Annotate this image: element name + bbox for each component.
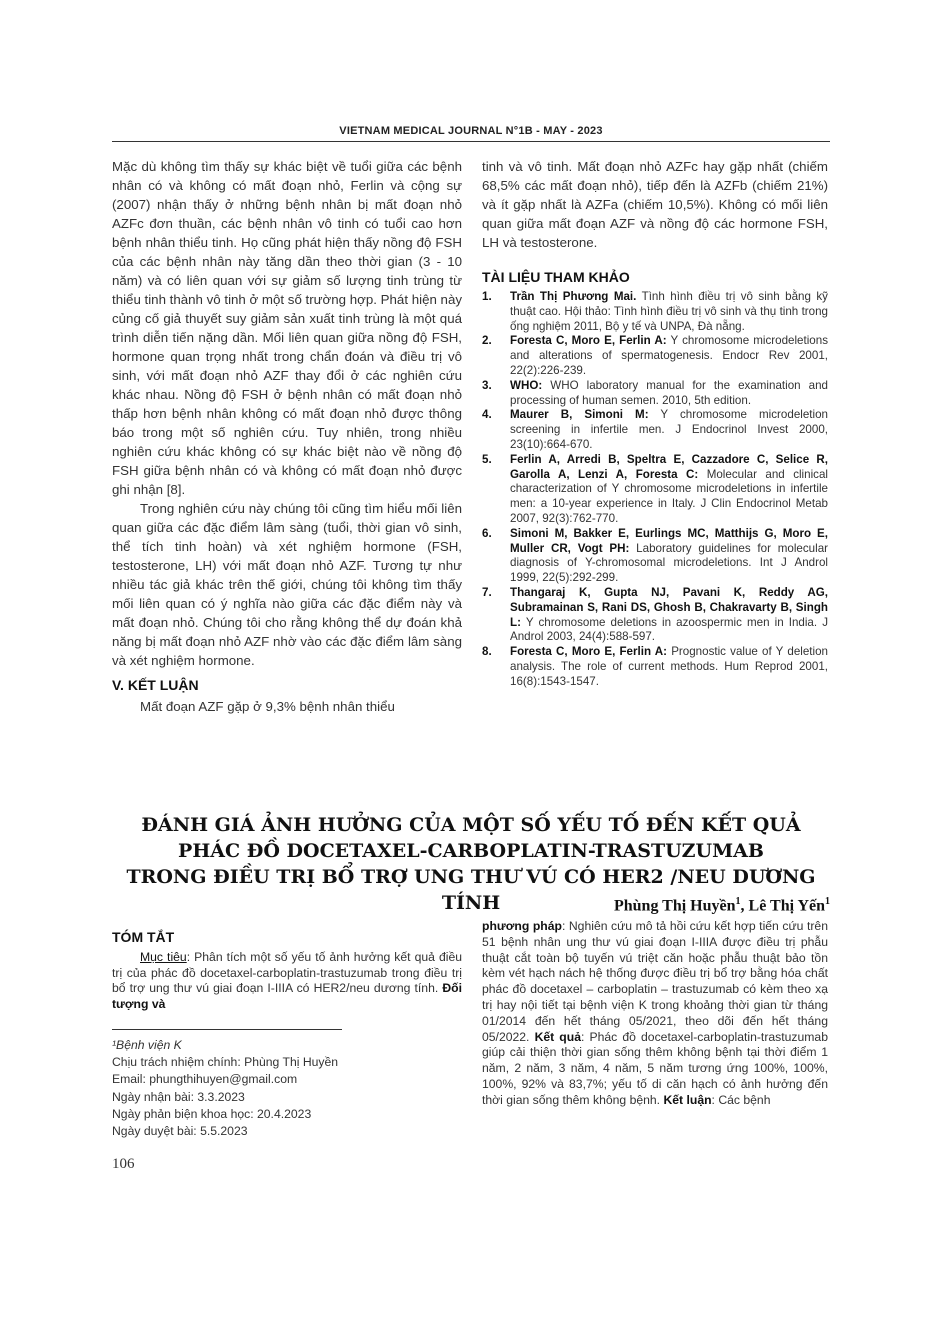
conclusion-label: Kết luận (663, 1092, 712, 1107)
article-title-line: ĐÁNH GIÁ ẢNH HƯỞNG CỦA MỘT SỐ YẾU TỐ ĐẾN KẾT QUẢ (141, 814, 801, 836)
abstract-left-column (112, 930, 462, 1013)
reference-item (482, 527, 828, 586)
reference-number: 6. (482, 526, 492, 540)
abstract-right-column (482, 919, 828, 1109)
objective-text: : Phân tích một số yếu tố ảnh hưởng kết quả điều trị của phác đồ docetaxel-carboplatin-trastuzumab trong điều trị bổ trợ ung thư vú giai đoạn I-IIIA có HER2/neu dương tính. (112, 949, 463, 996)
reference-text: Molecular and clinical characterization of Y chromosome microdeletions in infertile men: a 10-year experience in Italy. J Clin Endocrinol Metab 2007, 92(3):762-770. (510, 467, 828, 525)
references-list (482, 290, 828, 690)
abstract-heading: TÓM TẮT (112, 929, 175, 945)
author-affiliation-mark: 1 (825, 896, 830, 907)
reference-number: 8. (482, 645, 492, 659)
abstract-paragraph-start (112, 950, 462, 1013)
methods-text: : Nghiên cứu mô tả hồi cứu kết hợp tiến cứu trên 51 bệnh nhân ung thư vú giai đoạn I-IIIA được điều trị phẫu thuật cắt toàn bộ tuyến vú triệt căn hoặc phẫu thuật bảo tồn kèm vét hạch nách hệ thống được điều trị bổ trợ bằng hóa chất phác đồ docetaxel – carboplatin – trastuzumab có kèm theo xạ trị hay nội tiết tại bệnh viện K trong khoảng thời gian từ tháng 01/2014 đến hết tháng 05/2021, theo dõi đến hết tháng 05/2022. (482, 919, 828, 1044)
reference-number: 3. (482, 378, 492, 392)
reference-number: 1. (482, 290, 492, 303)
reference-item (482, 379, 828, 409)
previous-article-right-column (482, 157, 828, 690)
reference-text: Y chromosome deletions in azoospermic men in India. J Androl 2003, 24(4):588-597. (510, 615, 828, 644)
author-separator: , (740, 897, 749, 915)
reference-number: 5. (482, 452, 492, 466)
footnote-rule (112, 1029, 342, 1030)
results-label: Kết quả (534, 1029, 581, 1044)
footnote-review-date: Ngày phản biện khoa học: 20.4.2023 (112, 1106, 312, 1121)
references-heading: TÀI LIỆU THAM KHẢO (482, 269, 630, 285)
running-header: VIETNAM MEDICAL JOURNAL N°1B - MAY - 2023 (339, 125, 603, 137)
article-title-line: TRONG ĐIỀU TRỊ BỔ TRỢ UNG THƯ VÚ CÓ HER2 /NEU DƯƠNG TÍNH (126, 866, 816, 914)
reference-text: WHO laboratory manual for the examination and processing of human semen. 2010, 5th edition. (510, 378, 828, 407)
reference-number: 2. (482, 334, 492, 348)
previous-article-left-column (112, 157, 462, 716)
results-text: : Phác đồ docetaxel-carboplatin-trastuzumab giúp cải thiện thời gian sống thêm không bệnh tại thời điểm 1 năm, 2 năm, 3 năm, 4 năm, 5 năm tương ứng 100%, 100%, 100%, 92% và 83,7%; yếu tố di căn hạch có ảnh hưởng đến thời gian sống thêm không bệnh. (482, 1029, 828, 1107)
reference-authors: Maurer B, Simoni M: (510, 408, 649, 422)
reference-authors: WHO: (510, 378, 543, 392)
reference-authors: Thangaraj K, Gupta NJ, Pavani K, Reddy AG, Subramainan S, Rani DS, Ghosh B, Chakravarty B, Singh L: (510, 585, 828, 629)
reference-item (482, 408, 828, 452)
author-name: Phùng Thị Huyền (613, 897, 736, 915)
objective-label: Mục tiêu (140, 949, 187, 964)
footnote-corresponding-author: Chịu trách nhiệm chính: Phùng Thị Huyền (112, 1055, 339, 1070)
reference-authors: Ferlin A, Arredi B, Speltra E, Cazzadore C, Selice R, Garolla A, Lenzi A, Foresta C: (510, 452, 828, 481)
header-rule (112, 141, 830, 142)
reference-number: 7. (482, 585, 492, 599)
discussion-paragraph-2: Trong nghiên cứu này chúng tôi cũng tìm hiểu mối liên quan giữa các đặc điểm lâm sàng (tuổi, thời gian vô sinh, thể tích tinh hoàn) và xét nghiệm hormone (FSH, testosterone, LH) với mất đoạn nhỏ AZF. Tương tự như nhiều tác giả khác trên thế giới, chúng tôi không tìm thấy mối liên quan có ý nghĩa nào giữa các đặc điểm này và mất đoạn nhỏ. Chúng tôi cho rằng không thể dự đoán khả năng bị mất đoạn nhỏ AZF nhờ vào các đặc điểm lâm sàng và xét nghiệm hormone. (112, 501, 462, 668)
footnote-received-date: Ngày nhận bài: 3.3.2023 (112, 1089, 245, 1104)
reference-text: Laboratory guidelines for molecular diagnosis of Y-chromosomal microdeletions. Int J Androl 1999, 22(5):292-299. (510, 541, 828, 585)
abstract-paragraph-continued (482, 919, 828, 1109)
author-line (560, 896, 830, 915)
reference-item (482, 334, 828, 378)
discussion-paragraph-1: Mặc dù không tìm thấy sự khác biệt về tuổi giữa các bệnh nhân có và không có mất đoạn nhỏ, Ferlin và cộng sự (2007) nhận thấy ở những bệnh nhân bị mất đoạn nhỏ AZFc đơn thuần, các bệnh nhân vô tinh có tuổi cao hơn bệnh nhân thiểu tinh. Họ cũng phát hiện thấy nồng độ FSH của các bệnh nhân này tăng dần theo thời gian (3 - 10 năm) và có liên quan với sự giảm số lượng tinh trùng từ thiểu tinh thành vô tinh ở một số trường hợp. Phát hiện này củng cố giả thuyết suy giảm sản xuất tinh trùng là một quá trình diễn tiến nặng dần. Mối liên quan giữa nồng độ FSH, hormone quan trọng nhất trong chẩn đoán và điều trị vô sinh, với mất đoạn nhỏ AZF thay đổi ở các nghiên cứu khác nhau. Nồng độ FSH ở bệnh nhân có mất đoạn nhỏ thấp hơn bệnh nhân không có mất đoạn nhỏ được thông báo trong một số nghiên cứu. Tuy nhiên, trong nhiều nghiên cứu khác không có sự khác biệt nào về nồng độ FSH giữa bệnh nhân có và không có mất đoạn nhỏ được ghi nhận [8]. (112, 159, 462, 497)
methods-label: phương pháp (482, 919, 562, 933)
reference-item (482, 586, 828, 645)
reference-text: Tình hình điều trị vô sinh bằng kỹ thuật cao. Hội thảo: Tình hình điều trị vô sinh và thụ tinh trong ống nghiệm 2011, Bộ y tế và UNPA, Đà nẵng. (510, 290, 828, 333)
subjects-label: Đối tượng và (112, 981, 462, 1012)
article-title-line: PHÁC ĐỒ DOCETAXEL-CARBOPLATIN-TRASTUZUMAB (178, 840, 764, 862)
reference-authors: Foresta C, Moro E, Ferlin A: (510, 645, 668, 659)
conclusion-text-start: Mất đoạn AZF gặp ở 9,3% bệnh nhân thiểu (140, 699, 395, 714)
reference-authors: Foresta C, Moro E, Ferlin A: (510, 334, 667, 348)
reference-item (482, 290, 828, 334)
conclusion-text: : Các bệnh (711, 1092, 771, 1107)
author-affiliation-mark: 1 (735, 896, 741, 907)
reference-item (482, 645, 828, 689)
reference-text: Y chromosome microdeletion screening in infertile men. J Endocrinol Invest 2000, 23(10):664-670. (510, 408, 828, 451)
conclusion-heading: V. KẾT LUẬN (112, 677, 199, 693)
author-name: Lê Thị Yến (748, 897, 825, 915)
reference-item (482, 453, 828, 527)
reference-authors: Trần Thị Phương Mai. (510, 290, 637, 303)
footnote-accepted-date: Ngày duyệt bài: 5.5.2023 (112, 1124, 248, 1139)
footnote-affiliation: ¹Bệnh viện K (112, 1038, 182, 1052)
reference-authors: Simoni M, Bakker E, Eurlings MC, Matthijs G, Moro E, Muller CR, Vogt PH: (510, 526, 828, 555)
footnotes (112, 1037, 452, 1140)
reference-text: Y chromosome microdeletions and alterations of spermatogenesis. Endocr Rev 2001, 22(2):226-239. (510, 334, 828, 377)
reference-number: 4. (482, 408, 492, 422)
footnote-email: Email: phungthihuyen@gmail.com (112, 1072, 298, 1087)
conclusion-text-continued: tinh và vô tinh. Mất đoạn nhỏ AZFc hay gặp nhất (chiếm 68,5% các mất đoạn nhỏ), tiếp đến là AZFb (chiếm 21%) và ít gặp nhất là AZFa (chiếm 10,5%). Không có mối liên quan giữa mất đoạn AZF và nồng độ các hormone FSH, LH và testosterone. (482, 159, 828, 250)
reference-text: Prognostic value of Y deletion analysis. The role of current methods. Hum Reprod 2001, 16(8):1543-1547. (510, 645, 828, 688)
page-number: 106 (112, 1156, 135, 1172)
